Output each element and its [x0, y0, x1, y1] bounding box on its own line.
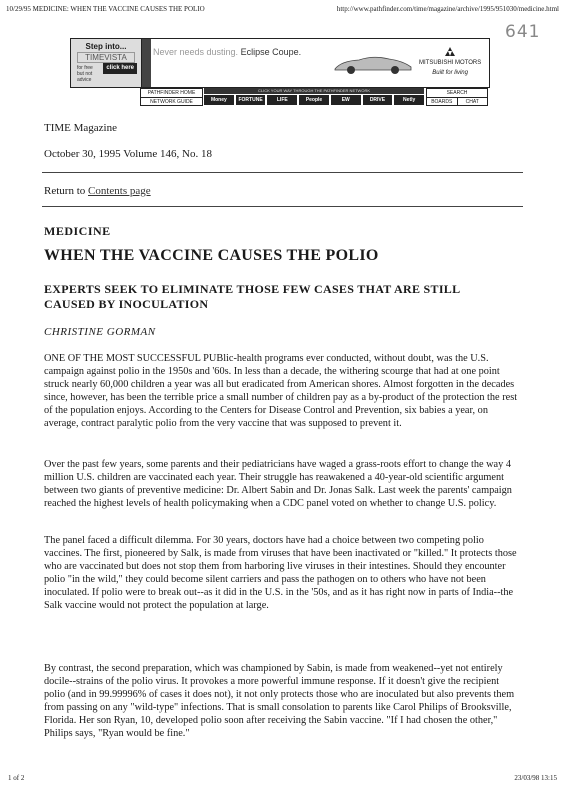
pathfinder-home-link[interactable]: PATHFINDER HOME: [141, 89, 202, 98]
paragraph-4: By contrast, the second preparation, which was championed by Sabin, is made from weakened--yet not entirely docile--strains of the polio virus. It provokes a more powerful immune response. If it doesn't give the recipient polio (and in 99.99996% of cases it does not), it not only protects those who are inoculated but also prevents them from passing on any "wild-type" infections. That is small consolation to parents like Carol Philips of Brooksville, Florida. Her son Ryan, 10, developed polio soon after receiving the Sabin vaccine. "If I had chosen the other," Philips says, "Ryan would be fine.": [44, 663, 515, 739]
section-label: MEDICINE: [44, 224, 111, 238]
mitsubishi-icon: [443, 47, 457, 57]
headline: WHEN THE VACCINE CAUSES THE POLIO: [44, 247, 379, 264]
step-into-label: Step into...: [85, 42, 127, 51]
subheadline: EXPERTS SEEK TO ELIMINATE THOSE FEW CASES THAT ARE STILL CAUSED BY INOCULATION: [44, 282, 460, 311]
car-image: [333, 53, 413, 75]
issue-date: October 30, 1995 Volume 146, No. 18: [44, 148, 212, 160]
divider-top: [42, 172, 523, 173]
promo-small-text: for free but not advice: [77, 65, 93, 83]
print-timestamp: 23/03/98 13:15: [514, 774, 557, 782]
nav-fortune[interactable]: FORTUNE: [236, 95, 266, 105]
page-count: 1 of 2: [8, 774, 25, 782]
banner-divider: [142, 39, 151, 87]
contents-page-link[interactable]: Contents page: [88, 185, 151, 197]
ad-copy[interactable]: Never needs dusting. Eclipse Coupe.: [153, 47, 302, 57]
divider-bottom: [42, 206, 523, 207]
print-header-title: 10/29/95 MEDICINE: WHEN THE VACCINE CAUSES THE POLIO: [6, 5, 205, 13]
nav-life[interactable]: LIFE: [267, 95, 297, 105]
publication-name: TIME Magazine: [44, 122, 117, 134]
boards-link[interactable]: BOARDS: [427, 98, 458, 106]
nav-drive[interactable]: DRIVE: [363, 95, 393, 105]
network-guide-link[interactable]: NETWORK GUIDE: [150, 99, 193, 105]
author-byline: CHRISTINE GORMAN: [44, 326, 156, 338]
ad-banner[interactable]: [70, 38, 490, 88]
click-here-button[interactable]: click here: [103, 63, 137, 74]
nav-money[interactable]: Money: [204, 95, 234, 105]
nav-ew[interactable]: EW: [331, 95, 361, 105]
nav-netly[interactable]: Netly: [394, 95, 424, 105]
nav-caption: CLICK YOUR WAY THROUGH THE PATHFINDER NETWORK: [204, 88, 424, 94]
chat-link[interactable]: CHAT: [465, 99, 479, 105]
return-line: Return to Contents page: [44, 185, 151, 197]
search-link[interactable]: SEARCH: [427, 89, 487, 98]
nav-people[interactable]: People: [299, 95, 329, 105]
print-header: [6, 5, 559, 13]
handwritten-number: 641: [505, 22, 541, 42]
paragraph-2: Over the past few years, some parents and their pediatricians have waged a grass-roots effort to change the way 4 million U.S. children are vaccinated each year. Their struggle has reawakened a 40-year-old scientific argument between two giants of preventive medicine: Dr. Albert Sabin and Dr. Jonas Salk. Last week the parents' campaign reached the highest levels of health policymaking when a CDC panel voted on whether to change U.S. policy.: [44, 459, 512, 509]
print-header-url: http://www.pathfinder.com/time/magazine/archive/1995/951030/medicine.html: [336, 5, 559, 13]
timevista-promo[interactable]: [71, 39, 142, 87]
mitsubishi-logo[interactable]: MITSUBISHI MOTORS Built for living: [419, 47, 481, 77]
paragraph-1: ONE OF THE MOST SUCCESSFUL PUBlic-health programs ever conducted, without doubt, was the U.S. campaign against polio in the 1950s and '60s. In less than a decade, the withering scourge that had at one point struck nearly 60,000 children a year was all but eradicated from American shores. Almost forgotten in the decades since, however, has been the terrible price a small number of children pay as a by-product of the protection the rest of the population enjoys. According to the Centers for Disease Control and Prevention, six babies a year, on average, contract paralytic polio from the very vaccine that was supposed to prevent it.: [44, 353, 518, 429]
timevista-logo: TIMEVISTA: [77, 52, 135, 63]
network-nav: [140, 88, 488, 106]
paragraph-3: The panel faced a difficult dilemma. For 30 years, doctors have had a choice between two competing polio vaccines. The first, pioneered by Salk, is made from viruses that have been inactivated or "killed." It protects those who are vaccinated but does not stop them from harboring live viruses in their intestines. Should they encounter polio "in the wild," they could become silent carriers and pass the pathogen on to others who have not been inoculated. If polio were to break out--as it did in the U.S. in the '50s, and as it has right now in parts of India--the Salk vaccine would not protect the population at large.: [44, 535, 517, 611]
